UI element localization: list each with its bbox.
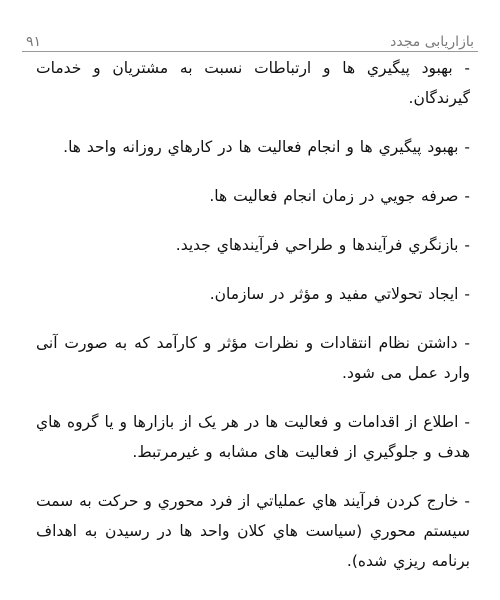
bullet-paragraph: - ايجاد تحولاتي مفيد و مؤثر در سازمان. xyxy=(209,285,470,303)
running-header-title: بازاريابی مجدد xyxy=(390,34,474,50)
bullet-paragraph: - داشتن نظام انتقادات و نظرات مؤثر و كارآمد كه به صورت آنی وارد عمل می شود. xyxy=(36,334,470,382)
bullet-paragraph: - بهبود پيگيري ها و ارتباطات نسبت به مشتريان و خدمات گيرندگان. xyxy=(36,59,470,107)
bullet-paragraph: - بازنگري فرآيندها و طراحي فرآيندهاي جديد. xyxy=(175,236,470,254)
bullet-paragraph: - صرفه جويي در زمان انجام فعاليت ها. xyxy=(209,187,470,205)
page-number: ۹۱ xyxy=(26,34,42,50)
document-body xyxy=(36,53,470,595)
bullet-paragraph: - بهبود پيگيري ها و انجام فعاليت ها در كارهاي روزانه واحد ها. xyxy=(63,138,470,156)
running-header xyxy=(26,28,474,50)
bullet-paragraph: - خارج كردن فرآيند هاي عملياتي از فرد محوري و حركت به سمت سيستم محوري (سياست هاي كلان واحد ها در رسيدن به اهداف برنامه ريزي شده). xyxy=(36,492,470,570)
header-divider xyxy=(22,51,478,52)
bullet-paragraph: - اطلاع از اقدامات و فعاليت ها در هر يک از بازارها و يا گروه هاي هدف و جلوگيري از فعاليت های مشابه و غيرمرتبط. xyxy=(36,413,470,461)
